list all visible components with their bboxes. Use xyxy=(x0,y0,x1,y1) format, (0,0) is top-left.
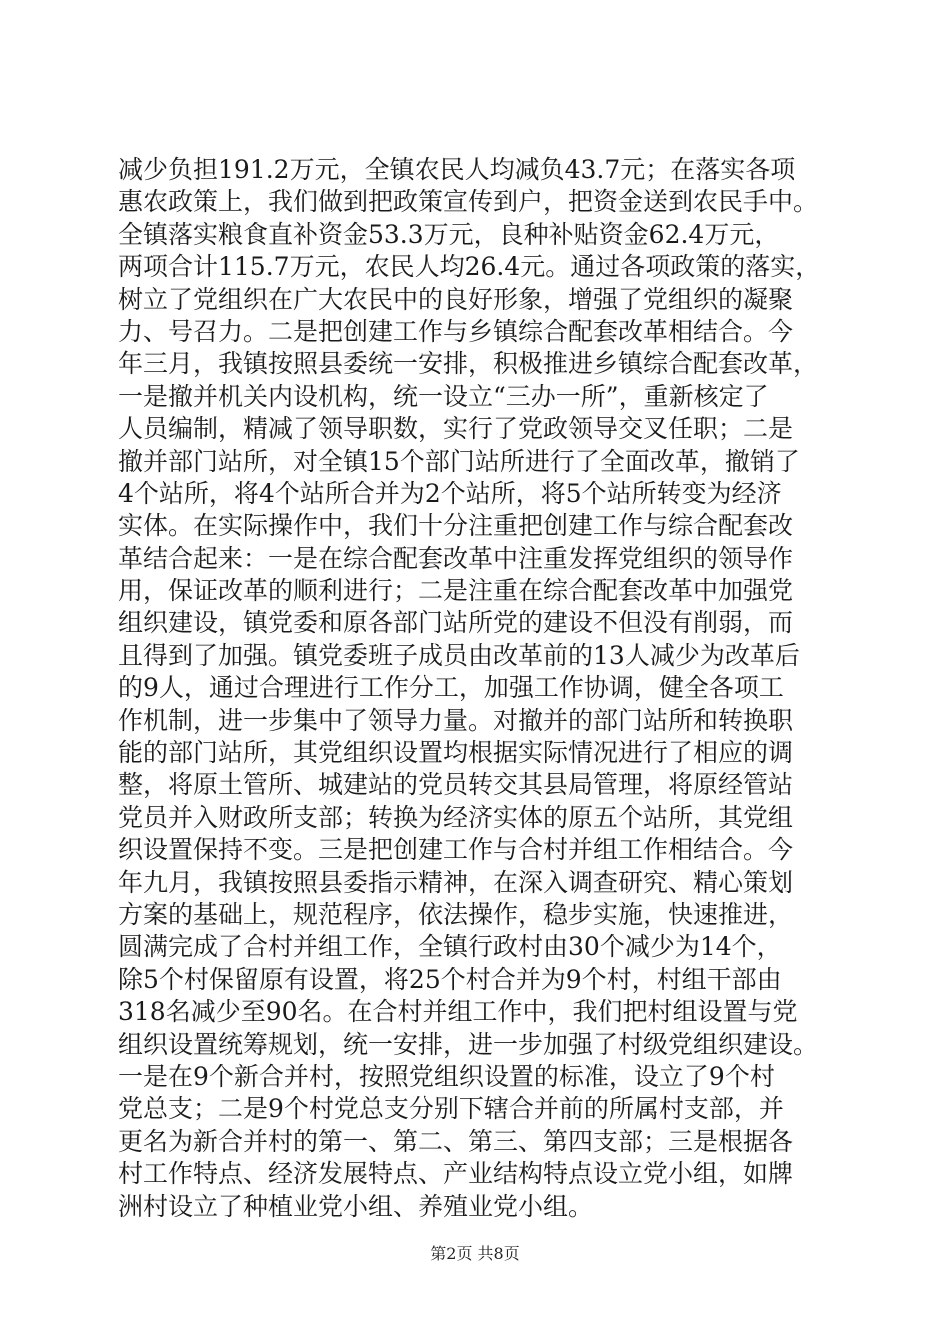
text-line: 村工作特点、经济发展特点、产业结构特点设立党小组，如牌 xyxy=(118,1159,794,1189)
text-line: 惠农政策上，我们做到把政策宣传到户，把资金送到农民手中。 xyxy=(118,187,819,217)
text-line: 撤并部门站所，对全镇15个部门站所进行了全面改革，撤销了 xyxy=(118,446,800,476)
text-line: 318名减少至90名。在合村并组工作中，我们把村组设置与党 xyxy=(118,997,798,1027)
text-line: 党员并入财政所支部；转换为经济实体的原五个站所，其党组 xyxy=(118,802,794,832)
document-body xyxy=(118,154,858,1223)
text-line: 人员编制，精减了领导职数，实行了党政领导交叉任职；二是 xyxy=(118,414,794,444)
text-line: 除5个村保留原有设置，将25个村合并为9个村，村组干部由 xyxy=(118,964,782,994)
page-footer: 第2页 共8页 xyxy=(430,1244,520,1263)
text-line: 洲村设立了种植业党小组、养殖业党小组。 xyxy=(118,1191,594,1221)
text-line: 且得到了加强。镇党委班子成员由改革前的13人减少为改革后 xyxy=(118,640,800,670)
text-line: 的9人，通过合理进行工作分工，加强工作协调，健全各项工 xyxy=(118,673,784,703)
text-line: 一是在9个新合并村，按照党组织设置的标准，设立了9个村 xyxy=(118,1061,775,1091)
text-line: 树立了党组织在广大农民中的良好形象，增强了党组织的凝聚 xyxy=(118,284,794,314)
text-line: 组织设置统筹规划，统一安排，进一步加强了村级党组织建设。 xyxy=(118,1029,819,1059)
text-line: 整，将原土管所、城建站的党员转交其县局管理，将原经管站 xyxy=(118,770,794,800)
text-line: 党总支；二是9个村党总支分别下辖合并前的所属村支部，并 xyxy=(118,1094,784,1124)
text-line: 两项合计115.7万元，农民人均26.4元。通过各项政策的落实， xyxy=(118,252,821,282)
text-line: 年三月，我镇按照县委统一安排，积极推进乡镇综合配套改革， xyxy=(118,349,819,379)
text-line: 方案的基础上，规范程序，依法操作，稳步实施，快速推进， xyxy=(118,899,794,929)
text-line: 能的部门站所，其党组织设置均根据实际情况进行了相应的调 xyxy=(118,738,794,768)
text-line: 减少负担191.2万元，全镇农民人均减负43.7元；在落实各项 xyxy=(118,155,796,184)
text-line: 更名为新合并村的第一、第二、第三、第四支部；三是根据各 xyxy=(118,1126,794,1156)
text-line: 一是撤并机关内设机构，统一设立“三办一所”，重新核定了 xyxy=(118,381,769,411)
text-line: 织设置保持不变。三是把创建工作与合村并组工作相结合。今 xyxy=(118,835,794,865)
text-line: 年九月，我镇按照县委指示精神，在深入调查研究、精心策划 xyxy=(118,867,794,897)
text-line: 4个站所，将4个站所合并为2个站所，将5个站所转变为经济 xyxy=(118,478,782,508)
text-line: 作机制，进一步集中了领导力量。对撤并的部门站所和转换职 xyxy=(118,705,794,735)
text-line: 全镇落实粮食直补资金53.3万元，良种补贴资金62.4万元， xyxy=(118,219,780,249)
text-line: 用，保证改革的顺利进行；二是注重在综合配套改革中加强党 xyxy=(118,576,794,606)
text-line: 力、号召力。二是把创建工作与乡镇综合配套改革相结合。今 xyxy=(118,316,794,346)
text-line: 实体。在实际操作中，我们十分注重把创建工作与综合配套改 xyxy=(118,511,794,541)
text-line: 组织建设，镇党委和原各部门站所党的建设不但没有削弱，而 xyxy=(118,608,794,638)
text-line: 革结合起来：一是在综合配套改革中注重发挥党组织的领导作 xyxy=(118,543,794,573)
text-line: 圆满完成了合村并组工作，全镇行政村由30个减少为14个， xyxy=(118,932,782,962)
